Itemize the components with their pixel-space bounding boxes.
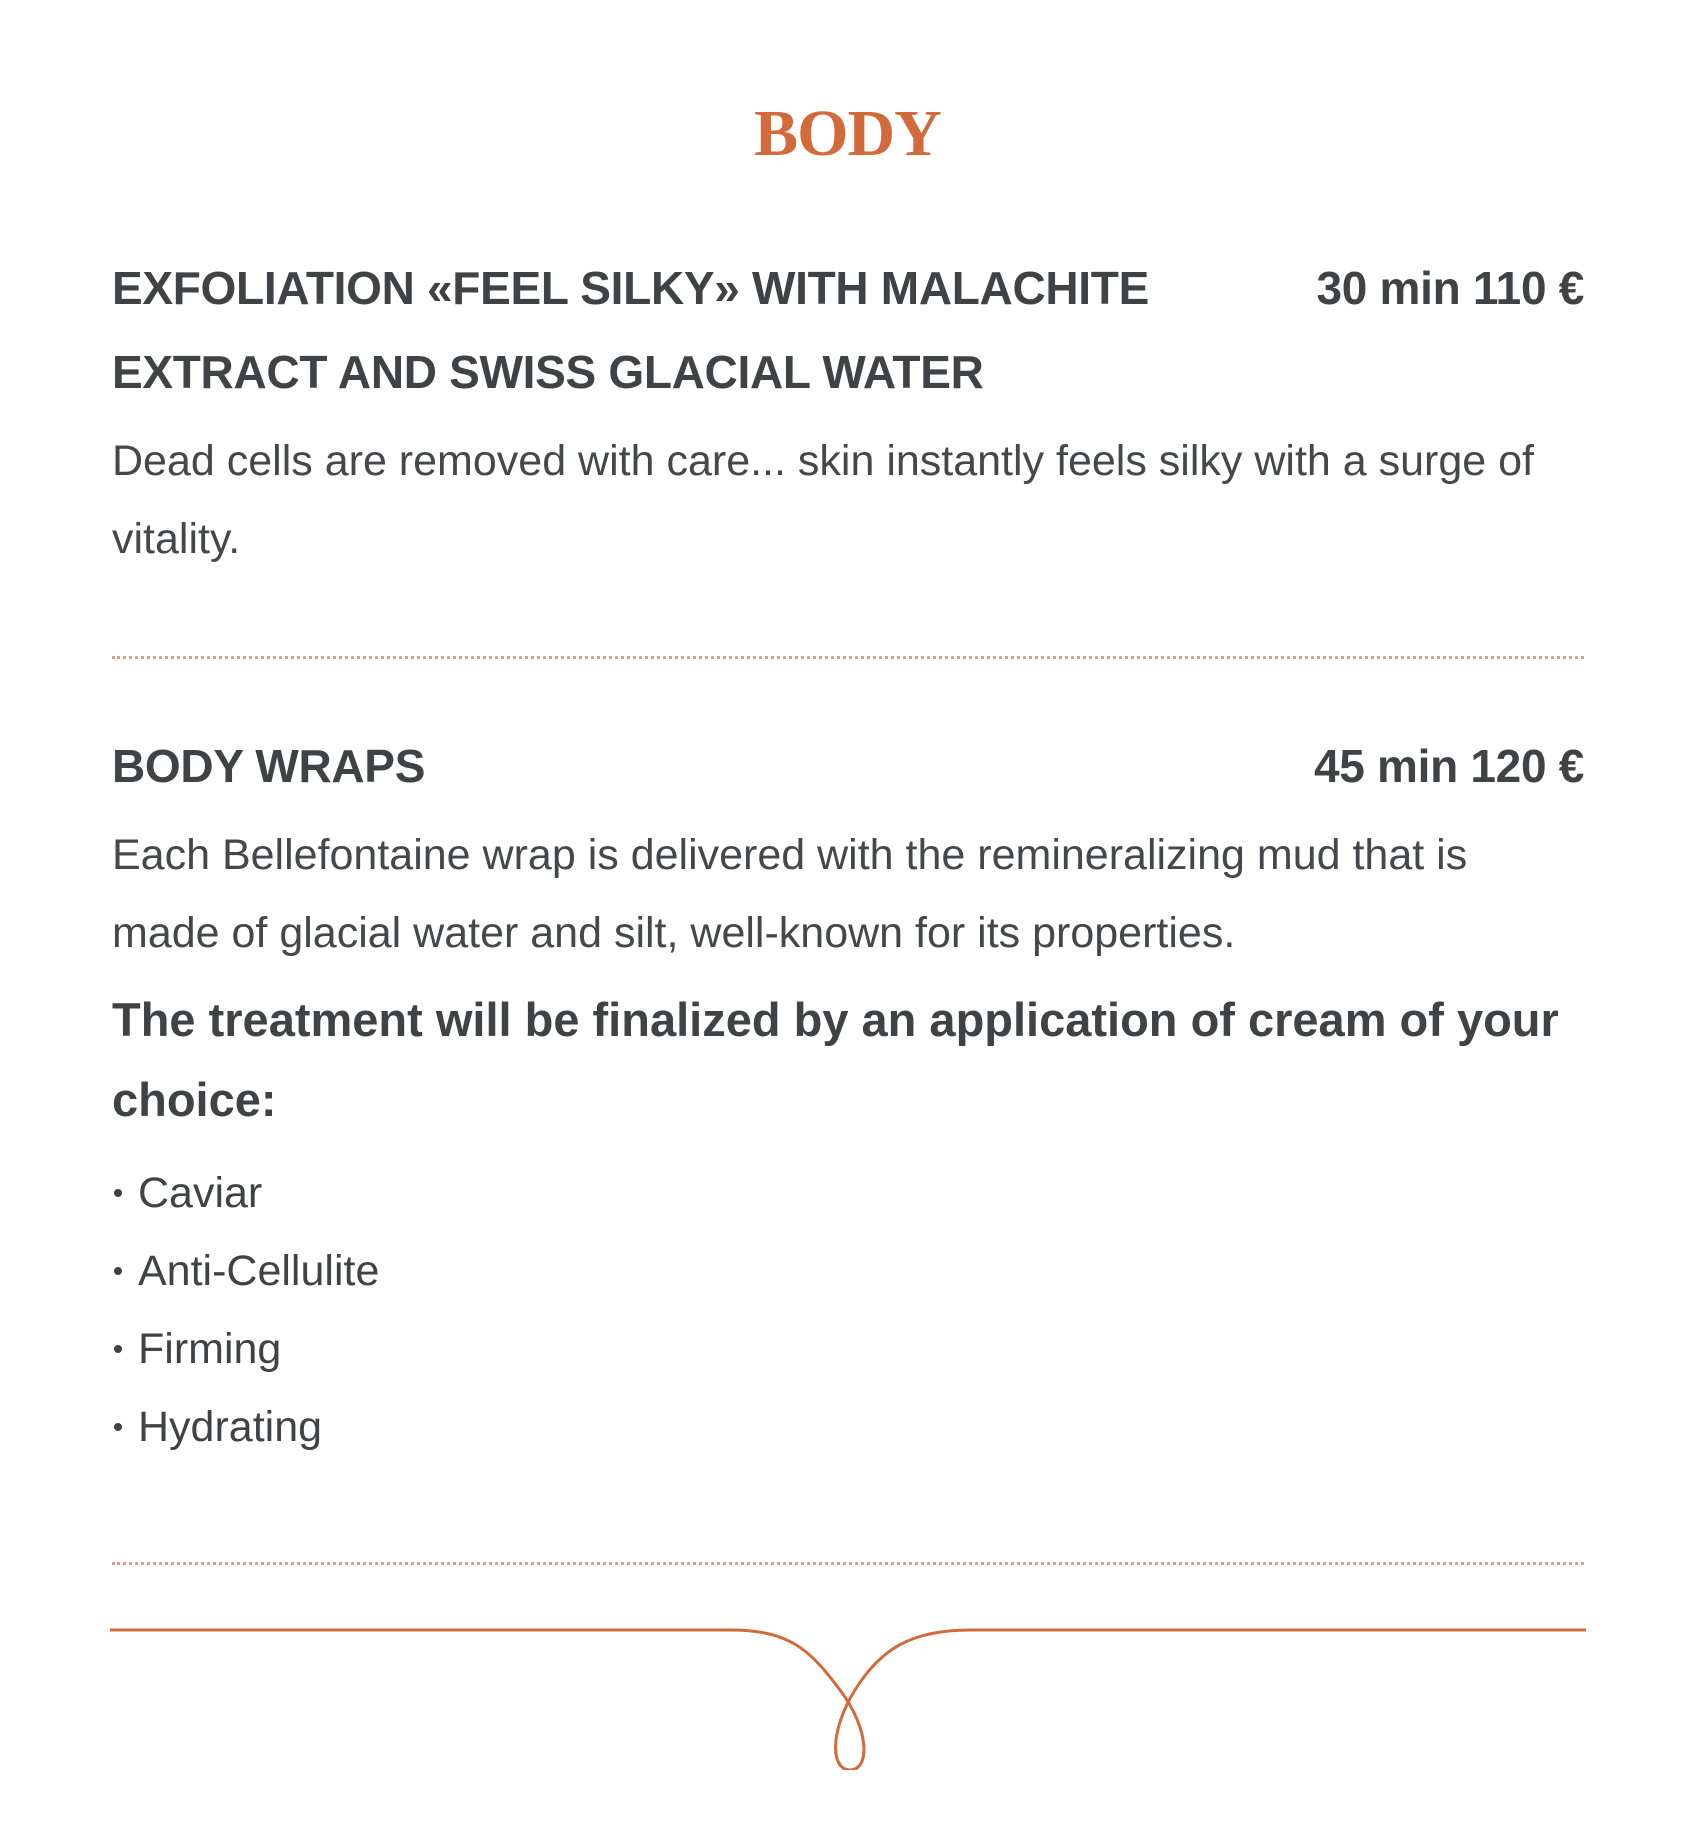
treatment-price: 45 min 120 € xyxy=(1313,740,1584,792)
cream-option: Caviar xyxy=(138,1169,263,1217)
bullet-icon xyxy=(114,1345,122,1353)
treatment-item-body-wraps xyxy=(112,724,1584,1466)
list-item xyxy=(112,1388,1584,1466)
list-item xyxy=(112,1232,1584,1310)
list-item xyxy=(112,1154,1584,1232)
cream-option: Firming xyxy=(138,1325,282,1373)
treatment-header xyxy=(112,246,1584,414)
treatment-header xyxy=(112,724,1584,808)
bullet-icon xyxy=(114,1267,122,1275)
treatment-name: EXFOLIATION «FEEL SILKY» WITH MALACHITE EXTRACT AND SWISS GLACIAL WATER xyxy=(112,262,1149,398)
treatment-price: 30 min 110 € xyxy=(1316,262,1584,314)
treatment-note: The treatment will be finalized by an application of cream of your choice: xyxy=(112,993,1559,1126)
treatment-description: Each Bellefontaine wrap is delivered with the remineralizing mud that is made of glacial water and silt, well-known for its properties. xyxy=(112,831,1468,957)
bullet-icon xyxy=(114,1423,122,1431)
treatment-name: BODY WRAPS xyxy=(112,740,426,792)
dotted-divider xyxy=(112,1562,1584,1565)
list-item xyxy=(112,1310,1584,1388)
cream-options-list xyxy=(112,1154,1584,1466)
dotted-divider xyxy=(112,656,1584,659)
cream-option: Hydrating xyxy=(138,1403,323,1451)
flourish-ornament-icon xyxy=(110,1620,1586,1770)
treatment-description: Dead cells are removed with care... skin instantly feels silky with a surge of vitality. xyxy=(112,437,1534,563)
section-title: BODY xyxy=(754,97,941,170)
bullet-icon xyxy=(114,1189,122,1197)
treatment-item-exfoliation xyxy=(112,246,1584,578)
cream-option: Anti-Cellulite xyxy=(138,1247,380,1295)
